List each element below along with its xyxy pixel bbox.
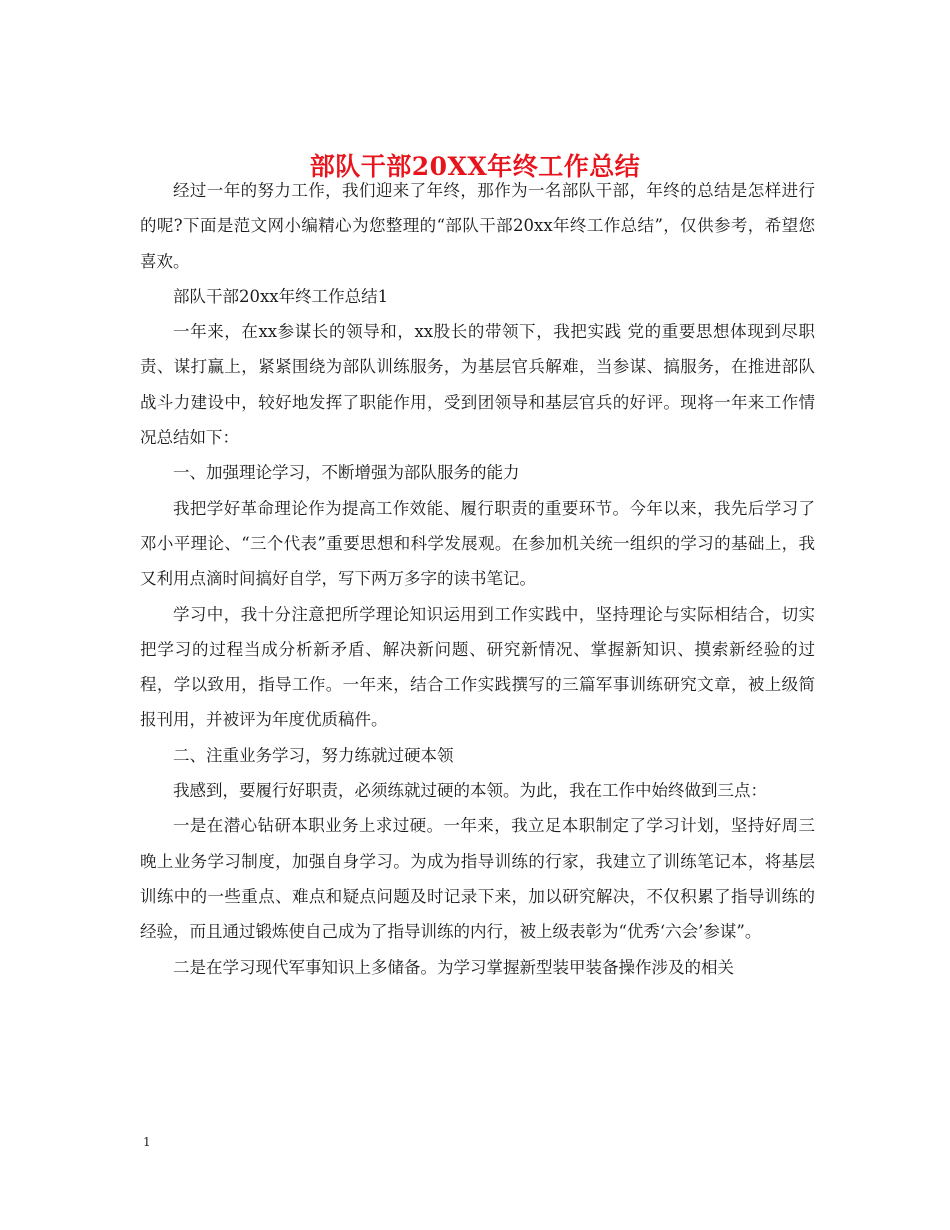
paragraph-theory-study: 我把学好革命理论作为提高工作效能、履行职责的重要环节。今年以来，我先后学习了邓小平理论、“三个代表”重要思想和科学发展观。在参加机关统一组织的学习的基础上，我又利用点滴时间搞好自学，写下两万多字的读书笔记。 — [140, 498, 815, 589]
page-number: 1 — [143, 1135, 151, 1149]
paragraph-theory-practice: 学习中，我十分注意把所学理论知识运用到工作实践中，坚持理论与实际相结合，切实把学习的过程当成分析新矛盾、解决新问题、研究新情况、掌握新知识、摸索新经验的过程，学以致用，指导工作。一年来，结合工作实践撰写的三篇军事训练研究文章，被上级简报刊用，并被评为年度优质稿件。 — [140, 604, 815, 730]
paragraph-point-two: 二是在学习现代军事知识上多储备。为学习掌握新型装甲装备操作涉及的相关 — [173, 957, 734, 977]
paragraph-point-one: 一是在潜心钻研本职业务上求过硬。一年来，我立足本职制定了学习计划，坚持好周三晚上业务学习制度，加强自身学习。为成为指导训练的行家，我建立了训练笔记本，将基层训练中的一些重点、难点和疑点问题及时记录下来，加以研究解决，不仅积累了指导训练的经验，而且通过锻炼使自己成为了指导训练的内行，被上级表彰为“优秀‘六会’参谋”。 — [140, 816, 815, 942]
section-heading-business-study: 二、注重业务学习，努力练就过硬本领 — [173, 745, 454, 765]
paragraph-three-points: 我感到，要履行好职责，必须练就过硬的本领。为此，我在工作中始终做到三点： — [173, 781, 767, 801]
paragraph-intro: 经过一年的努力工作，我们迎来了年终，那作为一名部队干部，年终的总结是怎样进行的呢?下面是范文网小编精心为您整理的“部队干部20xx年终工作总结”，仅供参考，希望您喜欢。 — [140, 181, 815, 271]
document-title: 部队干部20XX年终工作总结 — [309, 151, 641, 181]
section-heading-theory-study: 一、加强理论学习，不断增强为部队服务的能力 — [173, 463, 520, 483]
paragraph-overview: 一年来，在xx参谋长的领导和，xx股长的带领下，我把实践 党的重要思想体现到尽职责、谋打赢上，紧紧围绕为部队训练服务，为基层官兵解难，当参谋、搞服务，在推进部队战斗力建设中，较好地发挥了职能作用，受到团领导和基层官兵的好评。现将一年来工作情况总结如下： — [140, 322, 815, 448]
document-body — [140, 173, 815, 985]
section-heading-summary-1: 部队干部20xx年终工作总结1 — [173, 286, 389, 306]
